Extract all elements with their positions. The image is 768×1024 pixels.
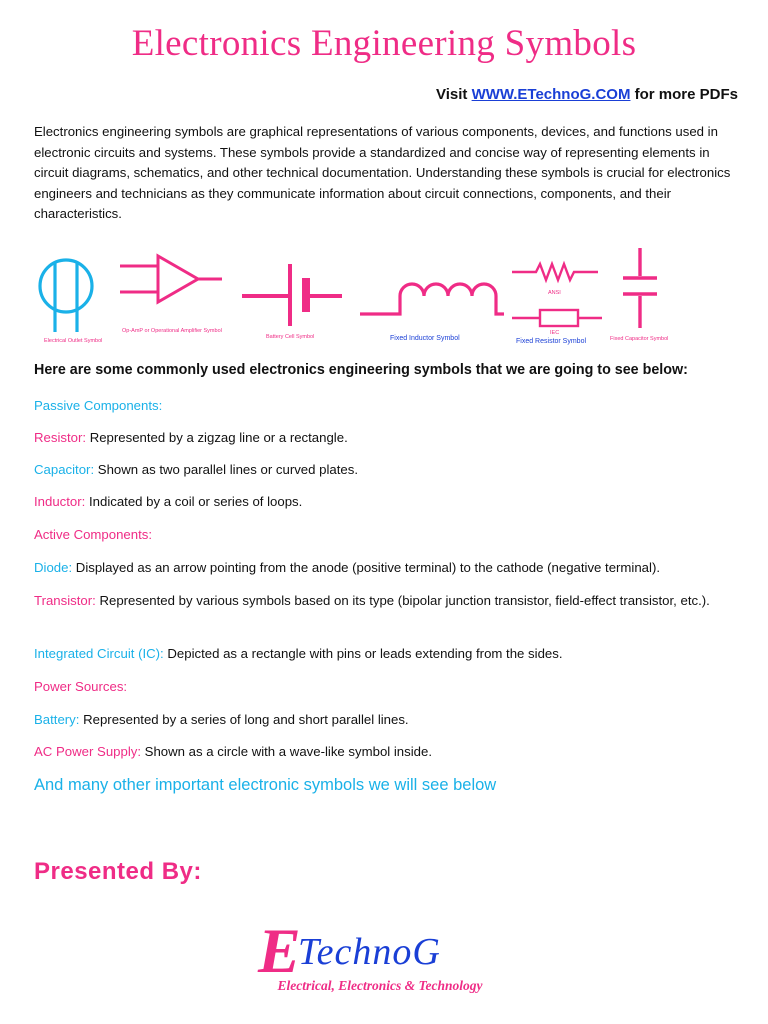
item-label: Battery: <box>34 712 80 727</box>
opamp-symbol <box>120 256 222 302</box>
list-item-capacitor <box>34 460 744 480</box>
page-title: Electronics Engineering Symbols <box>131 23 637 64</box>
list-item-diode <box>34 558 744 578</box>
item-label: Transistor: <box>34 593 96 608</box>
logo-name: TechnoG <box>298 931 441 973</box>
item-text: Represented by a series of long and short parallel lines. <box>79 712 409 727</box>
visit-line <box>436 86 738 103</box>
intro-paragraph: Electronics engineering symbols are graphical representations of various components, devices, and functions used in electronic circuits and systems. These symbols provide a standardized and concise way of representing elements in circuit diagrams, schematics, and other technical documentation. Understanding these symbols is crucial for electronics engineers and technicians as they communicate information about circuit connections, components, and their characteristics. <box>34 124 731 222</box>
resistor-caption: Fixed Resistor Symbol <box>516 338 587 345</box>
item-text: Depicted as a rectangle with pins or leads extending from the sides. <box>163 646 563 661</box>
item-text: Displayed as an arrow pointing from the anode (positive terminal) to the cathode (negative terminal). <box>72 560 661 575</box>
resistor-ansi-caption: ANSI <box>548 290 561 296</box>
item-label: Integrated Circuit (IC): <box>34 646 164 661</box>
item-text: Shown as a circle with a wave-like symbol inside. <box>141 744 432 759</box>
item-label: Power Sources: <box>34 679 128 694</box>
item-label: Inductor: <box>34 494 86 509</box>
closing-line: And many other important electronic symbols we will see below <box>34 776 497 794</box>
resistor-iec-caption: IEC <box>550 330 560 336</box>
logo-tagline: Electrical, Electronics & Technology <box>277 978 483 993</box>
item-label: Active Components: <box>34 527 153 542</box>
capacitor-caption: Fixed Capacitor Symbol <box>610 336 669 342</box>
section-heading: Here are some commonly used electronics engineering symbols that we are going to see below: <box>34 362 688 378</box>
battery-symbol <box>242 264 342 326</box>
logo-letter: E <box>258 915 301 986</box>
list-item-power-sources <box>34 677 744 697</box>
item-label: Resistor: <box>34 430 87 445</box>
inductor-caption: Fixed Inductor Symbol <box>390 335 460 342</box>
item-label: AC Power Supply: <box>34 744 142 759</box>
opamp-caption: Op-AmP or Operational Amplifier Symbol <box>122 328 222 334</box>
list-item-inductor <box>34 492 744 512</box>
list-item-ac-power-supply <box>34 742 744 762</box>
visit-prefix: Visit <box>436 86 468 103</box>
capacitor-symbol <box>623 248 657 328</box>
list-item-active-components <box>34 525 744 545</box>
list-item-transistor <box>34 591 744 611</box>
electrical-outlet-symbol <box>40 260 92 332</box>
visit-suffix: for more PDFs <box>634 86 738 103</box>
website-link[interactable]: WWW.ETechnoG.COM <box>471 86 631 103</box>
symbols-illustration <box>30 236 690 354</box>
etechnog-logo <box>258 915 518 1000</box>
item-label: Capacitor: <box>34 462 95 477</box>
list-item-integrated-circuit <box>34 644 744 664</box>
item-label: Diode: <box>34 560 73 575</box>
outlet-caption: Electrical Outlet Symbol <box>44 338 103 344</box>
presented-by-heading: Presented By: <box>34 858 202 885</box>
list-item-resistor <box>34 428 744 448</box>
item-label: Passive Components: <box>34 398 163 413</box>
item-text: Shown as two parallel lines or curved plates. <box>94 462 358 477</box>
battery-caption: Battery Cell Symbol <box>266 334 315 340</box>
item-text: Represented by a zigzag line or a rectangle. <box>86 430 348 445</box>
item-text: Represented by various symbols based on its type (bipolar junction transistor, field-effect transistor, etc.). <box>95 593 710 608</box>
item-text: Indicated by a coil or series of loops. <box>85 494 303 509</box>
inductor-symbol <box>360 284 504 314</box>
list-item-passive-components <box>34 396 744 416</box>
list-item-battery <box>34 710 744 730</box>
